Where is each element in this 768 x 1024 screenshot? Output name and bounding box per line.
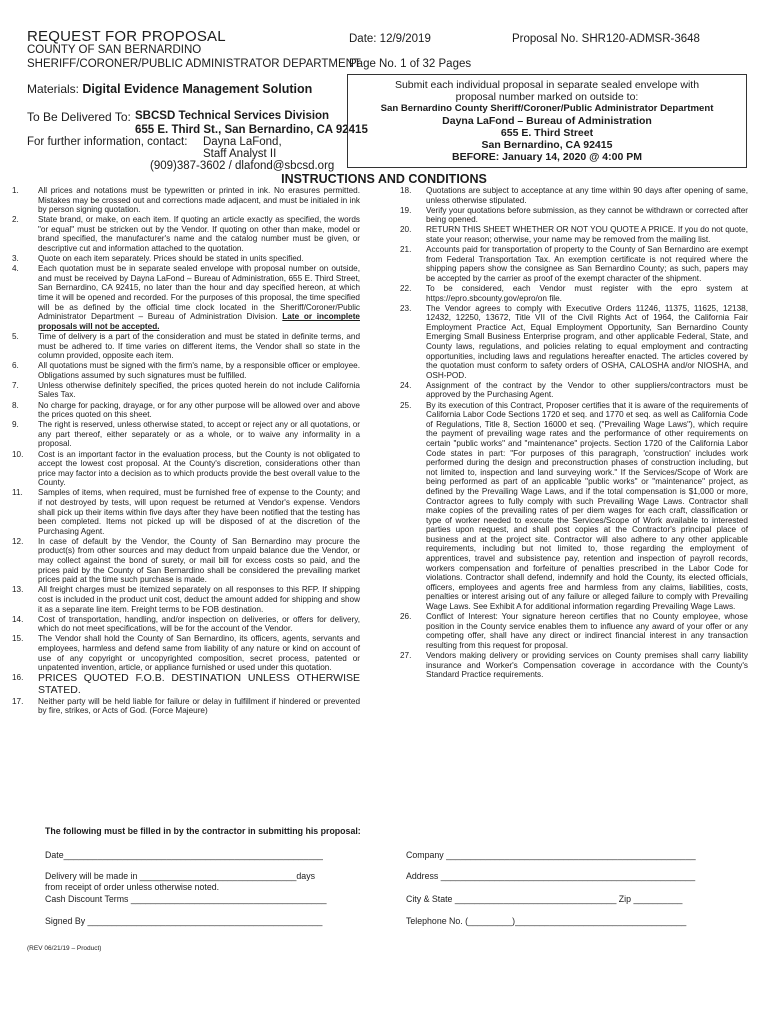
submit-line1: Submit each individual proposal in separate sealed envelope with	[394, 79, 700, 91]
materials-label: Materials:	[27, 82, 80, 96]
submit-line7: BEFORE: January 14, 2020 @ 4:00 PM	[452, 151, 642, 163]
submit-line3: San Bernardino County Sheriff/Coroner/Public Administrator Department	[380, 103, 714, 114]
contact-name: Dayna LaFond,	[203, 136, 282, 148]
item-text: In case of default by the Vendor, the County of San Bernardino may procure the product(s) from other sources and may deduct from unpaid balance due the Vendor, or may collect against the bond of surety, or mail bill for excess costs so paid, and the prices paid by the County of San Bernardino shall be considered the prevailing market prices paid at the time such purchase is made.	[38, 536, 360, 585]
item-number: 18.	[400, 186, 412, 195]
submit-line6: San Bernardino, CA 92415	[481, 139, 613, 151]
instruction-item	[12, 401, 360, 420]
item-number: 16.	[12, 673, 24, 683]
item-number: 22.	[400, 283, 412, 293]
item-number: 24.	[400, 380, 412, 390]
instruction-item	[12, 361, 360, 380]
delivery-line2: 655 E. Third St., San Bernardino, CA 92415	[135, 124, 368, 136]
revision-note: (REV 06/21/19 – Product)	[27, 945, 102, 952]
delivery-label: To Be Delivered To:	[27, 110, 131, 124]
contact-label: For further information, contact:	[27, 136, 188, 148]
instruction-item	[12, 697, 360, 716]
item-number: 23.	[400, 303, 412, 313]
item-text: By its execution of this Contract, Proposer certifies that it is aware of the requirements of California Labor Code Sections 1720 et seq. and 1770 et seq. as well as California Code of Regulations, Title 8, Section 16000 et seq. ("Prevailing Wage Laws"), which require the payment of prevailing wage rates and the performance of other requirements on certain "public works" and "maintenance" projects. Section 1720 of the California Labor Code states in part: "For purposes of this paragraph, 'construction' includes work performed during the design and preconstruction phases of construction including, but not limited to, inspection and land surveying work." If the Services/Scope of Work are being performed as part of an applicable "public works" or "maintenance" project, as defined by the Prevailing Wage Laws, and if the total compensation is $1,000 or more, Contractor agrees to fully comply with such Prevailing Wage Laws. Contractor shall make copies of the prevailing rates of per diem wages for each craft, classification or type of worker needed to execute the Services/Scope of Work available to interested parties upon request, and shall post copies at the Contractor's principal place of business and at the project site. Contractor will also adhere to any other applicable requirements, including but not limited to, those regarding the employment of apprentices, travel and subsistence pay, retention and inspection of payroll records, workers compensation and forfeiture of penalties prescribed in the Labor Code for violations. Contractor shall defend, indemnify and hold the County, its elected officials, officers, employees and agents free and harmless from any claims, liabilities, costs, penalties or interest arising out of any failure or alleged failure to comply with Prevailing Wage Laws. See Exhibit A for additional information regarding Prevailing Wage Laws.	[426, 400, 748, 612]
item-text: Samples of items, when required, must be furnished free of expense to the County; and if not destroyed by tests, will upon request be returned at Vendor's expense. Vendors shall pick up their items within five days after they have been notified that the testing has been completed. Items not picked up will be disposed of at the discretion of the Purchasing Agent.	[38, 488, 360, 536]
item-text: Cost of transportation, handling, and/or inspection on deliveries, or offers for delivery, which do not meet specifications, will be for the account of the Vendor.	[38, 614, 360, 634]
city-state-zip-field[interactable]: City & State _________________________________ Zip __________	[406, 894, 683, 904]
submission-box	[347, 74, 747, 168]
instruction-item	[400, 401, 748, 612]
item-number: 19.	[400, 205, 412, 215]
instructions-left-column	[12, 186, 360, 716]
item-number: 26.	[400, 612, 412, 622]
item-number: 13.	[12, 585, 24, 595]
county-name: COUNTY OF SAN BERNARDINO	[27, 44, 202, 56]
item-text: No charge for packing, drayage, or for any other purpose will be allowed over and above the prices quoted on this sheet.	[38, 400, 360, 420]
item-number: 25.	[400, 400, 412, 410]
item-number: 12.	[12, 536, 24, 546]
document-title: REQUEST FOR PROPOSAL	[27, 28, 226, 45]
submit-line2: proposal number marked on outside to:	[455, 91, 639, 103]
item-number: 17.	[12, 696, 24, 706]
contact-title: Staff Analyst II	[203, 148, 277, 160]
instruction-item	[400, 186, 748, 205]
item-text: The Vendor shall hold the County of San Bernardino, its officers, agents, servants and employees, harmless and defend same from liability of any nature or kind on account of use of any copyright or uncopyrighted composition, secret process, patented or unpatented invention, article, or appliance furnished or used under this quotation.	[38, 634, 360, 673]
date-field[interactable]: Date_____________________________________________________	[45, 850, 323, 860]
instruction-item	[12, 634, 360, 672]
instruction-item	[12, 420, 360, 449]
page-count: Page No. 1 of 32 Pages	[349, 58, 472, 70]
instructions-heading: INSTRUCTIONS AND CONDITIONS	[281, 172, 487, 186]
instruction-item	[400, 284, 748, 303]
instruction-item	[12, 264, 360, 331]
instruction-item	[400, 381, 748, 400]
item-number: 2.	[12, 215, 19, 225]
fill-in-heading: The following must be filled in by the contractor in submitting his proposal:	[45, 826, 361, 836]
proposal-date: Date: 12/9/2019	[349, 33, 431, 45]
item-number: 1.	[12, 186, 19, 195]
item-text: The right is reserved, unless otherwise stated, to accept or reject any or all quotations, or any part thereof, either separately or as a whole, or to waive any informality in a proposal.	[38, 420, 360, 449]
item-text: RETURN THIS SHEET WHETHER OR NOT YOU QUOTE A PRICE. If you do not quote, state your reason; otherwise, your name may be removed from the mailing list.	[426, 225, 748, 244]
item-number: 7.	[12, 380, 19, 390]
cash-discount-field[interactable]: Cash Discount Terms ________________________________________	[45, 894, 327, 904]
item-text: Time of delivery is a part of the consideration and must be stated in definite terms, and must be adhered to. If time varies on different items, the Vendor shall so state in the column provided, opposite each item.	[38, 331, 360, 361]
item-text: Assignment of the contract by the Vendor to other suppliers/contractors must be approved by the Purchasing Agent.	[426, 380, 748, 400]
item-text: Quote on each item separately. Prices should be stated in units specified.	[38, 254, 304, 264]
contact-phone: (909)387-3602 / dlafond@sbcsd.org	[150, 160, 335, 172]
instruction-item	[12, 450, 360, 488]
item-number: 4.	[12, 264, 19, 274]
item-text: Unless otherwise definitely specified, the prices quoted herein do not include California Sales Tax.	[38, 380, 360, 400]
item-number: 6.	[12, 361, 19, 371]
item-text: State brand, or make, on each item. If quoting an article exactly as specified, the words "or equal" must be stricken out by the Vendor. If quoting on other than make, model or brand specified, the manufacturer's name and the catalog number must be given, or descriptive cut and information attached to the quotation.	[38, 215, 360, 254]
item-text: Vendors making delivery or providing services on County premises shall carry liability insurance and Worker's Compensation coverage in accordance with the County's Standard Practice requirements.	[426, 651, 748, 680]
item-text: The Vendor agrees to comply with Executive Orders 11246, 11375, 11625, 12138, 12432, 12250, 13672, Title VII of the Civil Rights Act of 1964, the California Fair Employment Practice Act, Equal Employment Opportunity, San Bernardino County Emerging Small Business Enterprise program, and other applicable Federal, State, and County laws, regulations, and policies relating to equal employment and contracting opportunities, including laws and regulations hereafter enacted. The articles covered by the quotation must conform to safety orders of OSHA, CALOSHA and/or NIOSHA, and OSH-POD.	[426, 303, 748, 380]
item-text: Verify your quotations before submission, as they cannot be withdrawn or corrected after being opened.	[426, 205, 748, 225]
item-number: 9.	[12, 420, 19, 430]
late-proposal-warning: Late or incomplete proposals will not be accepted.	[38, 312, 360, 331]
item-text: PRICES QUOTED F.O.B. DESTINATION UNLESS OTHERWISE STATED.	[38, 672, 360, 696]
item-number: 27.	[400, 651, 412, 660]
instructions-right-column	[400, 186, 748, 680]
instruction-item	[400, 206, 748, 225]
item-text: All quotations must be signed with the firm's name, by a responsible officer or employee. Obligations assumed by such signatures must be fulfilled.	[38, 361, 360, 380]
item-number: 10.	[12, 449, 24, 459]
department-name: SHERIFF/CORONER/PUBLIC ADMINISTRATOR DEPARTMENT	[27, 58, 361, 70]
delivery-line1: SBCSD Technical Services Division	[135, 110, 330, 122]
telephone-field[interactable]: Telephone No. (_________)___________________________________	[406, 916, 687, 926]
item-text: Accounts paid for transportation of property to the County of San Bernardino are exempt from Federal Transportation Tax. An exemption certificate is not required where the shipping papers show the consignee as San Bernardino County; as such, papers may be accepted by the carrier as proof of the exempt character of the shipment.	[426, 245, 748, 283]
submit-line5: 655 E. Third Street	[500, 127, 594, 139]
instruction-item	[12, 537, 360, 585]
item-number: 11.	[12, 488, 23, 498]
item-text: All prices and notations must be typewritten or printed in ink. No erasures permitted. Mistakes may be crossed out and corrections made adjacent, and must be initialed in ink by person signing quotation.	[38, 186, 360, 215]
item-text: Cost is an important factor in the evaluation process, but the County is not obligated to accept the lowest cost proposal. At the County's discretion, considerations other than price may factor into a decision as to which products provide the best overall value to the County.	[38, 449, 360, 488]
address-field[interactable]: Address ____________________________________________________	[406, 871, 696, 881]
instruction-item	[400, 304, 748, 381]
materials-value: Digital Evidence Management Solution	[82, 82, 313, 96]
instruction-item	[400, 225, 748, 244]
item-text: To be considered, each Vendor must register with the epro system at https://epro.sbcounty.gov/epro/on file.	[426, 283, 748, 303]
item-number: 15.	[12, 634, 24, 644]
company-field[interactable]: Company ___________________________________________________	[406, 850, 696, 860]
delivery-days-field[interactable]: Delivery will be made in ________________________________days	[45, 871, 315, 881]
item-number: 5.	[12, 331, 19, 341]
item-text: Quotations are subject to acceptance at any time within 90 days after opening of same, unless otherwise stipulated.	[426, 186, 748, 205]
instruction-item	[12, 673, 360, 696]
instruction-item	[12, 615, 360, 634]
instruction-item	[400, 245, 748, 283]
item-number: 3.	[12, 254, 19, 264]
item-number: 21.	[400, 245, 412, 255]
instruction-item	[12, 332, 360, 361]
instruction-item	[12, 215, 360, 253]
instruction-item	[12, 186, 360, 215]
item-number: 14.	[12, 614, 24, 624]
item-text: Conflict of Interest: Your signature hereon certifies that no County employee, whose position in the County service enables them to influence any award of your offer or any competing offer, shall have any direct or indirect financial interest in any transaction resulting from this request for proposal.	[426, 612, 748, 650]
item-text-group	[38, 264, 360, 331]
item-text: All freight charges must be itemized separately on all responses to this RFP. If shipping cost is included in the product unit cost, deduct the amount added for shipping and show it as a separate line item. Freight terms to be FOB destination.	[38, 585, 360, 614]
instruction-item	[400, 651, 748, 680]
signed-by-field[interactable]: Signed By ________________________________________________	[45, 916, 323, 926]
item-number: 8.	[12, 400, 19, 410]
item-number: 20.	[400, 225, 412, 235]
materials-row	[27, 82, 312, 96]
submit-line4: Dayna LaFond – Bureau of Administration	[442, 115, 652, 127]
item-text: Each quotation must be in separate sealed envelope with proposal number on outside, and must be received by Dayna LaFond – Bureau of Administration, 655 E. Third Street, San Bernardino, CA 92415, no later than the hour and day specified hereon, at which time it will be opened and recorded. For the purposes of this proposal, the time specified will be as defined by the official time clock located in the Sheriff/Coroner/Public Administrator Department – Bureau of Administration Division.	[38, 264, 360, 322]
instruction-item	[12, 381, 360, 400]
instruction-item	[400, 612, 748, 650]
item-text: Neither party will be held liable for failure or delay in fulfillment if hindered or prevented by fire, strikes, or Acts of God. (Force Majeure)	[38, 696, 360, 716]
instruction-item	[12, 488, 360, 536]
delivery-note: from receipt of order unless otherwise noted.	[45, 882, 220, 892]
proposal-number: Proposal No. SHR120-ADMSR-3648	[512, 33, 700, 45]
instruction-item	[12, 254, 360, 264]
instruction-item	[12, 585, 360, 614]
